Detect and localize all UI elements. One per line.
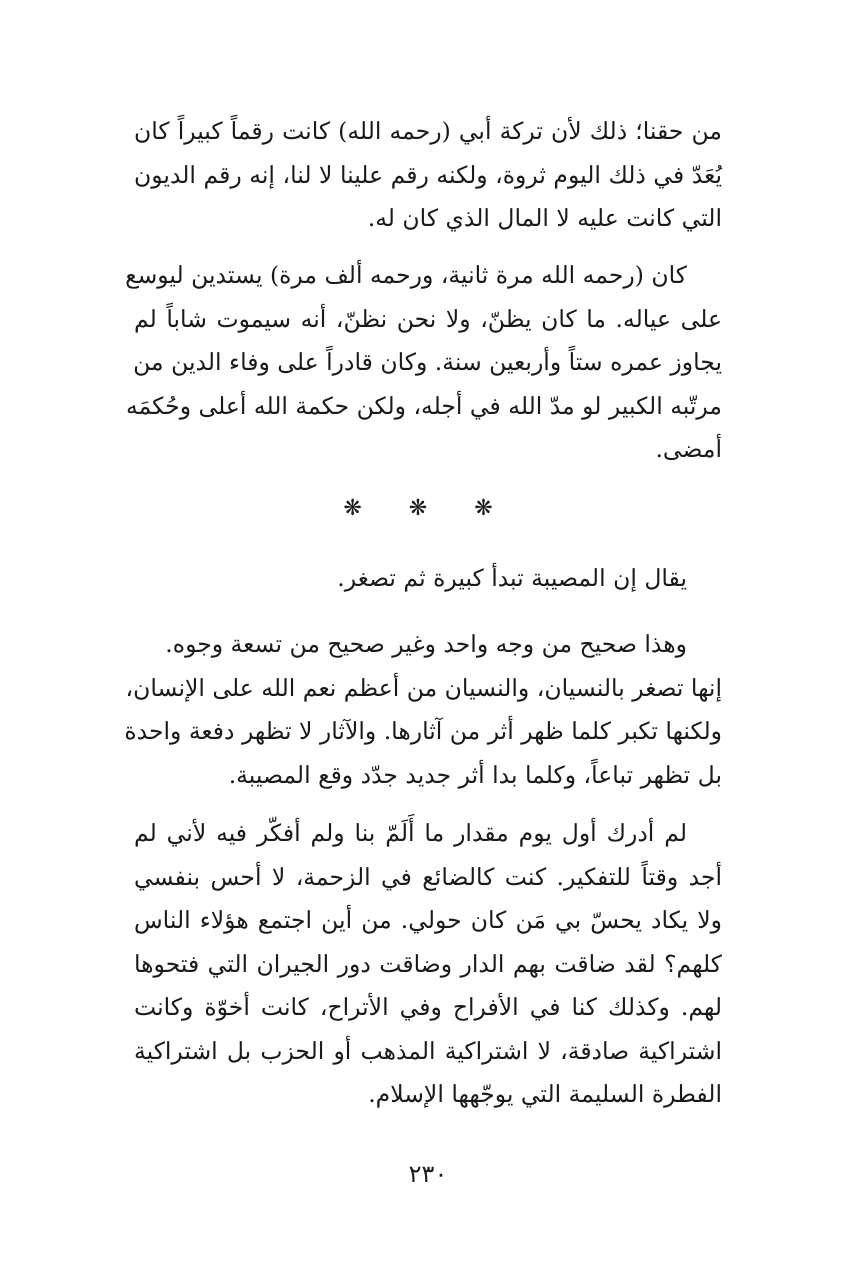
text-line: التي كانت عليه لا المال الذي كان له. (367, 204, 722, 232)
text-line: ولكنها تكبر كلما ظهر أثر من آثارها. والآثار لا تظهر دفعة واحدة (124, 717, 722, 745)
text-line: يُعَدّ في ذلك اليوم ثروة، ولكنه رقم علينا لا لنا، إنه رقم الديون (134, 160, 722, 189)
text-line: من حقنا؛ ذلك لأن تركة أبي (رحمه الله) كانت رقماً كبيراً كان (134, 117, 722, 145)
paragraph-5 (134, 812, 722, 1117)
text-line: إنها تصغر بالنسيان، والنسيان من أعظم نعم الله على الإنسان، (125, 673, 722, 702)
paragraph-4 (124, 623, 722, 797)
paragraph-2 (125, 254, 722, 472)
section-separator: ❋ ❋ ❋ (343, 496, 513, 521)
text-line: أمضى. (655, 435, 722, 463)
text-line: يجاوز عمره ستاً وأربعين سنة. وكان قادراً على وفاء الدين من (133, 348, 722, 376)
paragraph-1 (134, 110, 722, 241)
text-line: لم أدرك أول يوم مقدار ما أَلَمّ بنا ولم أفكّر فيه لأني لم (134, 819, 687, 847)
text-line: أجد وقتاً للتفكير. كنت كالضائع في الزحمة، لا أحس بنفسي (134, 862, 722, 891)
text-line: الفطرة السليمة التي يوجّهها الإسلام. (368, 1080, 722, 1108)
paragraph-3 (134, 557, 722, 601)
page-number: ٢٣٠ (408, 1160, 448, 1188)
text-line: لهم. وكذلك كنا في الأفراح وفي الأتراح، كانت أخوّة وكانت (134, 993, 722, 1021)
text-line: اشتراكية صادقة، لا اشتراكية المذهب أو الحزب بل اشتراكية (134, 1036, 722, 1065)
text-line: ولا يكاد يحسّ بي مَن كان حولي. من أين اجتمع هؤلاء الناس (134, 906, 722, 934)
text-line: بل تظهر تباعاً، وكلما بدا أثر جديد جدّد وقع المصيبة. (228, 760, 722, 789)
text-line: كان (رحمه الله مرة ثانية، ورحمه ألف مرة) يستدين ليوسع (125, 261, 687, 289)
text-line: وهذا صحيح من وجه واحد وغير صحيح من تسعة وجوه. (165, 630, 687, 658)
text-line: يقال إن المصيبة تبدأ كبيرة ثم تصغر. (337, 564, 687, 592)
text-line: كلهم؟ لقد ضاقت بهم الدار وضاقت دور الجيران التي فتحوها (134, 949, 722, 978)
text-line: مرتّبه الكبير لو مدّ الله في أجله، ولكن حكمة الله أعلى وحُكمَه (126, 391, 722, 420)
text-line: على عياله. ما كان يظنّ، ولا نحن نظنّ، أنه سيموت شاباً لم (134, 304, 722, 333)
